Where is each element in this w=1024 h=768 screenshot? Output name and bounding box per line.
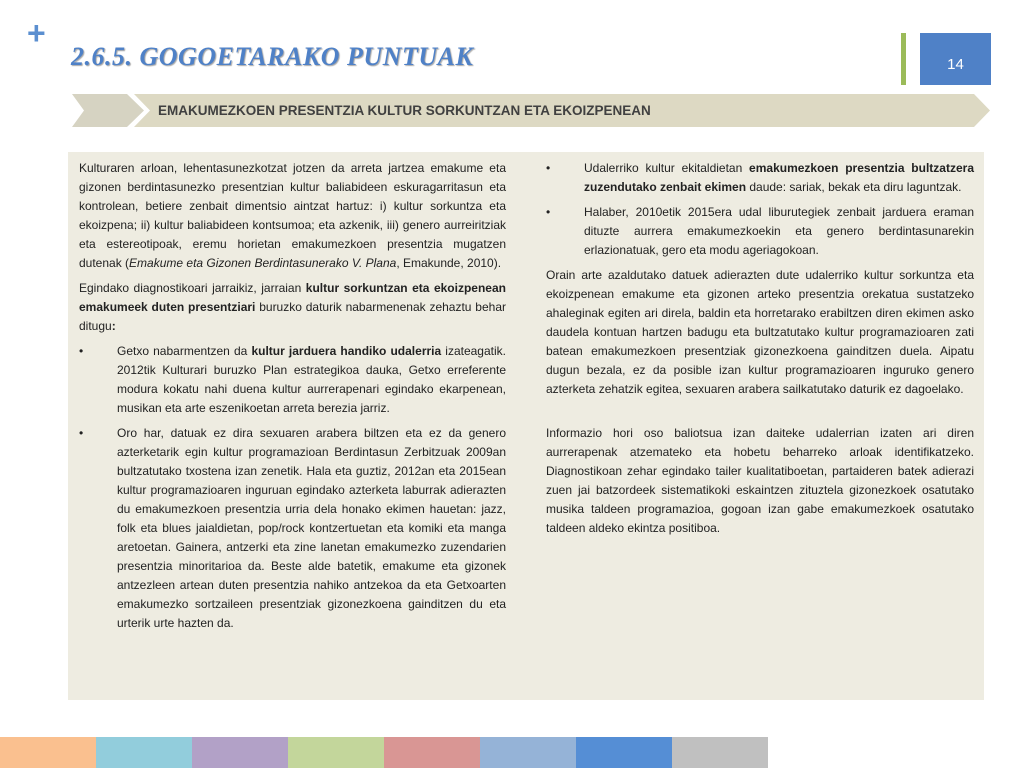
section-banner xyxy=(72,94,990,127)
plus-icon: + xyxy=(27,15,46,51)
bullet-icon: • xyxy=(79,426,84,440)
footer-color-block xyxy=(96,737,192,768)
accent-divider xyxy=(901,33,906,85)
intro-paragraph: Kulturaren arloan, lehentasunezkotzat jotzen da arreta jartzea emakume eta gizonen berdintasunezko presentzian kultur baliabideen eskuragarritasun eta kontrolean, betiere zenbait dimentsio aintzat hartuz: i) kultur sorkuntza eta ekoizpena; ii) kultur baliabideen kontsumoa; eta azkenik, iii) genero aurreiritziak eta estereotipoak, eremu horietan emakumezkoen presentzia mugatzen dutenak (Emakume eta Gizonen Berdintasunerako V. Plana, Emakunde, 2010). xyxy=(79,161,506,270)
footer-color-block xyxy=(672,737,768,768)
bullet-item: • Getxo nabarmentzen da kultur jarduera handiko udalerria izateagatik. 2012tik Kulturari buruzko Plan estrategikoa dauka, Getxo erreferente modura kokatu nahi duena kultur aurrerapenari egindako ekarpenean, musikan eta arte eszenikoetan arreta berezia jarriz. xyxy=(79,344,506,415)
right-column xyxy=(546,159,974,544)
footer-color-block xyxy=(192,737,288,768)
bullet-item: • Oro har, datuak ez dira sexuaren arabera biltzen eta ez da genero azterketarik egin kultur programazioan Berdintasun Zerbitzuak 2009an bultzatutako txostena izan zenetik. Hala eta guztiz, 2012an eta 2015ean kultur programazioaren inguruan egindako azterketa laburrak adierazten du emakumezkoen presentzia urria dela honako ekimen hauetan: jazz, folk eta blues jaialdietan, pop/rock kontzertuetan eta komiki eta manga aretoetan. Gainera, antzerki eta zine lanetan emakumezko zuzendarien presentzia minoritarioa da. Beste alde batetik, emakume eta gizonek antzezleen artean duten presentzia nahiko antzekoa da eta Getxoarten emakumezko sortzaileen presentziak gizonezkoena gainditzen du eta urterik urte hazten da. xyxy=(79,426,506,630)
page-title: 2.6.5. GOGOETARAKO PUNTUAK xyxy=(71,42,474,71)
bullet-icon: • xyxy=(79,344,84,358)
information-paragraph: Informazio hori oso baliotsua izan daiteke udalerrian izaten ari diren aurrerapenak atzemateko eta hobetu beharreko arloak identifikatzeko. Diagnostikoan zehar egindako tailer kualitatiboetan, partaideren batek adierazi zuen jai batzordeek sistematikoki eskaintzen zituztela gizonezkoek osatutako musika taldeen programazioa, gogoan izan gabe emakumezkoek osatutako taldeen aldeko ekintza positiboa. xyxy=(546,426,974,535)
footer-color-block xyxy=(288,737,384,768)
conclusion-paragraph: Orain arte azaldutako datuek adierazten dute udalerriko kultur sorkuntza eta ekoizpenean emakume eta gizonen arteko presentzia orekatua sustatzeko ahaleginak egiten ari direla, baldin eta horretarako erabiltzen diren ekimen asko daudela kontuan hartzen badugu eta bultzatutako kultur programazioaren zati batean emakumezkoen presentziak gizonezkoena gainditzen duela. Aipatu dugun bezala, ez da posible izan kultur programazioaren inguruko genero azterketa zehatzik egitea, sexuaren arabera sailkatutako daturik ez dagoelako. xyxy=(546,268,974,396)
section-banner-label: EMAKUMEZKOEN PRESENTZIA KULTUR SORKUNTZAN ETA EKOIZPENEAN xyxy=(158,103,651,118)
footer-color-bar xyxy=(0,737,768,768)
footer-color-block xyxy=(576,737,672,768)
footer-color-block xyxy=(0,737,96,768)
footer-color-block xyxy=(384,737,480,768)
diagnosis-paragraph: Egindako diagnostikoari jarraikiz, jarraian kultur sorkuntzan eta ekoizpenean emakumeek duten presentziari buruzko daturik nabarmenenak zehaztu behar ditugu: xyxy=(79,281,507,333)
bullet-item: • Udalerriko kultur ekitaldietan emakumezkoen presentzia bultzatzera zuzendutako zenbait ekimen daude: sariak, bekak eta diru laguntzak. xyxy=(546,161,974,194)
footer-color-block xyxy=(480,737,576,768)
page-number: 14 xyxy=(920,33,991,85)
bullet-icon: • xyxy=(546,161,551,175)
left-column xyxy=(79,159,506,639)
bullet-icon: • xyxy=(546,205,551,219)
bullet-item: • Halaber, 2010etik 2015era udal liburutegiek zenbait jarduera eraman dituzte aurrera emakumezkoekin eta genero berdintasunarekin erlazionatuak, gero eta modu ageriagokoan. xyxy=(546,205,974,257)
